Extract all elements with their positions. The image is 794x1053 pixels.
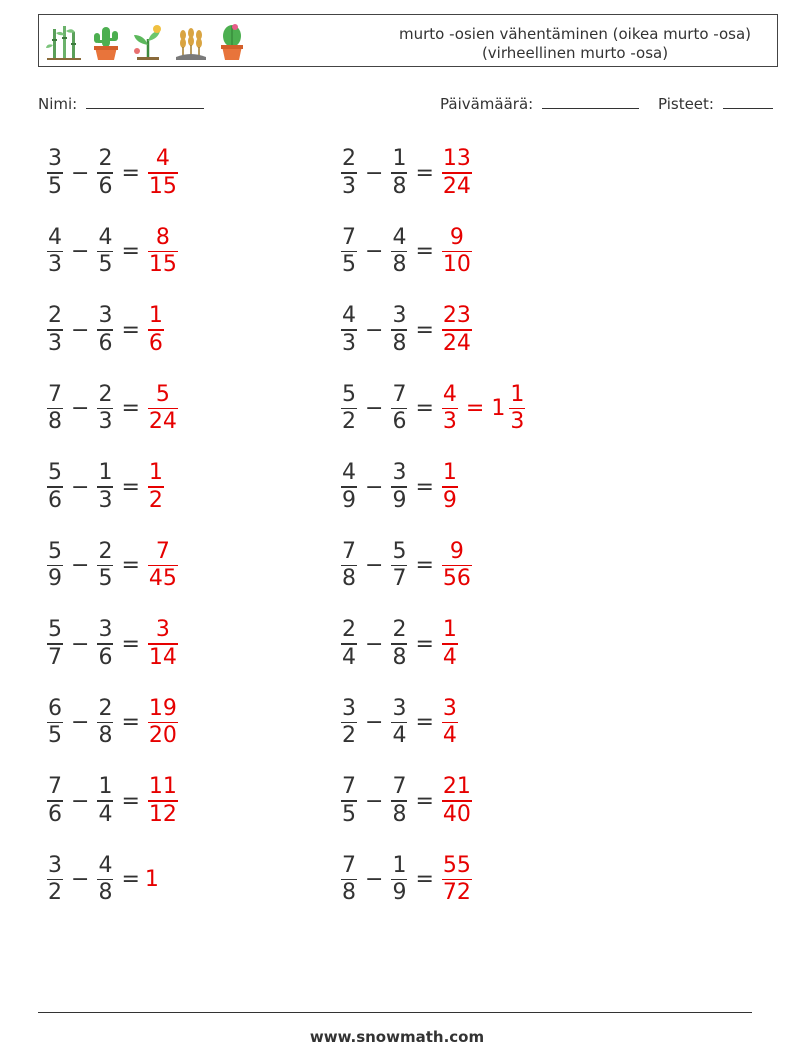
- minus-sign: −: [365, 867, 384, 892]
- denominator: 2: [342, 409, 356, 435]
- numerator: 9: [449, 538, 464, 564]
- minuend-fraction: [341, 853, 357, 907]
- numerator: 55: [442, 852, 471, 878]
- problem-item: [44, 379, 181, 439]
- denominator: 4: [392, 723, 407, 749]
- bamboo-icon: [45, 23, 83, 61]
- equals-sign: =: [415, 474, 434, 500]
- numerator: 19: [148, 695, 177, 721]
- denominator: 6: [48, 801, 62, 827]
- subtrahend-fraction: [97, 382, 113, 436]
- subtrahend-fraction: [97, 539, 113, 593]
- answer-mixed-whole: 1: [491, 396, 506, 421]
- date-blank: [542, 94, 639, 109]
- numerator: 5: [392, 538, 407, 564]
- denominator: 4: [442, 644, 457, 670]
- problem-item: [338, 379, 528, 439]
- minuend-fraction: [341, 382, 357, 436]
- denominator: 5: [98, 252, 113, 278]
- problem-item: [44, 693, 181, 753]
- minuend-fraction: [47, 774, 63, 828]
- denominator: 8: [392, 330, 407, 356]
- numerator: 1: [392, 146, 407, 172]
- numerator: 5: [48, 617, 62, 643]
- numerator: 5: [48, 460, 62, 486]
- problem-item: [44, 222, 181, 282]
- answer-fraction: [148, 460, 164, 514]
- equals-sign: =: [121, 474, 140, 500]
- denominator: 5: [48, 723, 62, 749]
- denominator: 9: [48, 566, 62, 592]
- minus-sign: −: [71, 631, 90, 657]
- numerator: 1: [392, 852, 407, 878]
- equals-sign: =: [121, 631, 140, 657]
- numerator: 4: [342, 460, 356, 486]
- answer-fraction: [442, 617, 458, 671]
- answer-fraction: [148, 303, 164, 357]
- score-field: [658, 94, 773, 113]
- minus-sign: −: [365, 396, 384, 421]
- subtrahend-fraction: [97, 617, 113, 671]
- numerator: 1: [98, 774, 113, 800]
- numerator: 3: [98, 617, 113, 643]
- answer-fraction: [148, 539, 178, 593]
- problem-item: [44, 536, 181, 596]
- numerator: 7: [342, 538, 356, 564]
- minus-sign: −: [365, 631, 384, 657]
- denominator: 8: [342, 566, 356, 592]
- answer-fraction: [442, 460, 458, 514]
- score-blank: [723, 94, 773, 109]
- denominator: 8: [392, 801, 407, 827]
- numerator: 3: [48, 146, 62, 172]
- cactus-pot-icon: [215, 23, 249, 61]
- equals-sign: =: [415, 788, 434, 814]
- denominator: 3: [442, 409, 457, 435]
- denominator: 8: [392, 644, 407, 670]
- numerator: 1: [442, 460, 457, 486]
- equals-sign: =: [415, 239, 434, 264]
- answer-fraction: [442, 853, 472, 907]
- numerator: 4: [442, 381, 457, 407]
- problem-item: [44, 614, 181, 674]
- worksheet-title: murto -osien vähentäminen (oikea murto -osa) (virheellinen murto -osa): [398, 25, 752, 62]
- denominator: 3: [342, 173, 356, 199]
- subtrahend-fraction: [97, 853, 113, 907]
- denominator: 4: [442, 723, 457, 749]
- numerator: 2: [98, 381, 113, 407]
- answer-fraction: [442, 696, 458, 750]
- equals-sign: =: [415, 710, 434, 735]
- numerator: 6: [48, 695, 62, 721]
- answer-fraction: [442, 539, 472, 593]
- equals-sign: =: [415, 396, 434, 421]
- numerator: 7: [392, 381, 407, 407]
- minuend-fraction: [47, 225, 63, 279]
- denominator: 6: [392, 409, 407, 435]
- minuend-fraction: [47, 539, 63, 593]
- denominator: 8: [48, 409, 62, 435]
- equals-sign: =: [121, 396, 140, 421]
- subtrahend-fraction: [391, 774, 407, 828]
- minus-sign: −: [365, 553, 384, 578]
- equals-sign: =: [121, 788, 140, 814]
- minus-sign: −: [365, 317, 384, 343]
- numerator: 8: [155, 224, 170, 250]
- denominator: 2: [48, 880, 62, 906]
- subtrahend-fraction: [97, 303, 113, 357]
- subtrahend-fraction: [97, 225, 113, 279]
- numerator: 9: [449, 224, 464, 250]
- denominator: 10: [442, 252, 471, 278]
- score-label: Pisteet:: [658, 95, 714, 113]
- numerator: 3: [392, 460, 407, 486]
- numerator: 21: [442, 774, 471, 800]
- denominator: 8: [392, 173, 407, 199]
- minus-sign: −: [365, 788, 384, 814]
- denominator: 3: [48, 252, 62, 278]
- denominator: 4: [98, 801, 113, 827]
- minus-sign: −: [71, 867, 90, 892]
- problem-item: [44, 143, 181, 203]
- equals-sign: =: [415, 631, 434, 657]
- subtrahend-fraction: [97, 146, 113, 200]
- problem-item: [338, 300, 475, 360]
- numerator: 4: [98, 852, 113, 878]
- cactus-pot-icon: [89, 23, 123, 61]
- denominator: 15: [148, 173, 177, 199]
- numerator: 7: [155, 538, 170, 564]
- numerator: 5: [342, 381, 356, 407]
- minus-sign: −: [71, 396, 90, 421]
- minuend-fraction: [341, 460, 357, 514]
- denominator: 7: [392, 566, 407, 592]
- numerator: 7: [48, 381, 62, 407]
- header-box: [38, 14, 778, 67]
- denominator: 8: [98, 723, 113, 749]
- denominator: 40: [442, 801, 471, 827]
- answer-mixed-fraction: [509, 382, 525, 436]
- minuend-fraction: [47, 303, 63, 357]
- denominator: 5: [342, 252, 356, 278]
- denominator: 3: [48, 330, 62, 356]
- numerator: 7: [342, 224, 356, 250]
- denominator: 9: [442, 487, 457, 513]
- subtrahend-fraction: [391, 303, 407, 357]
- minuend-fraction: [341, 774, 357, 828]
- minuend-fraction: [341, 303, 357, 357]
- numerator: 3: [442, 695, 457, 721]
- denominator: 5: [48, 173, 62, 199]
- minus-sign: −: [71, 553, 90, 578]
- date-field: [440, 94, 639, 113]
- numerator: 7: [48, 774, 62, 800]
- minuend-fraction: [47, 617, 63, 671]
- denominator: 6: [98, 173, 113, 199]
- numerator: 3: [392, 303, 407, 329]
- numerator: 2: [392, 617, 407, 643]
- denominator: 7: [48, 644, 62, 670]
- answer-fraction: [442, 225, 472, 279]
- subtrahend-fraction: [391, 696, 407, 750]
- numerator: 2: [342, 146, 356, 172]
- problem-item: [338, 222, 475, 282]
- subtrahend-fraction: [391, 853, 407, 907]
- denominator: 20: [148, 723, 177, 749]
- denominator: 45: [148, 566, 177, 592]
- denominator: 24: [148, 409, 177, 435]
- numerator: 3: [48, 852, 62, 878]
- denominator: 6: [48, 487, 62, 513]
- equals-sign: =: [465, 396, 485, 421]
- denominator: 3: [342, 330, 356, 356]
- minuend-fraction: [341, 146, 357, 200]
- numerator: 1: [442, 617, 457, 643]
- denominator: 24: [442, 330, 471, 356]
- numerator: 3: [155, 617, 170, 643]
- numerator: 1: [148, 460, 163, 486]
- problem-item: [338, 614, 461, 674]
- minus-sign: −: [71, 317, 90, 343]
- answer-fraction: [148, 382, 178, 436]
- equals-sign: =: [121, 553, 140, 578]
- problem-item: [44, 771, 181, 831]
- subtrahend-fraction: [391, 617, 407, 671]
- minuend-fraction: [341, 539, 357, 593]
- denominator: 14: [148, 644, 177, 670]
- minus-sign: −: [71, 788, 90, 814]
- denominator: 9: [342, 487, 356, 513]
- problem-item: [338, 536, 475, 596]
- numerator: 11: [148, 774, 177, 800]
- numerator: 5: [155, 381, 170, 407]
- denominator: 9: [392, 880, 407, 906]
- equals-sign: =: [415, 553, 434, 578]
- wheat-icon: [173, 23, 209, 61]
- denominator: 9: [392, 487, 407, 513]
- problem-item: [338, 457, 461, 517]
- subtrahend-fraction: [391, 382, 407, 436]
- equals-sign: =: [121, 867, 140, 892]
- denominator: 56: [442, 566, 471, 592]
- minuend-fraction: [341, 225, 357, 279]
- numerator: 4: [48, 224, 62, 250]
- subtrahend-fraction: [97, 774, 113, 828]
- minus-sign: −: [365, 239, 384, 264]
- minuend-fraction: [341, 696, 357, 750]
- denominator: 6: [148, 330, 163, 356]
- numerator: 2: [342, 617, 356, 643]
- date-label: Päivämäärä:: [440, 95, 534, 113]
- denominator: 3: [98, 409, 113, 435]
- equals-sign: =: [121, 239, 140, 264]
- equals-sign: =: [121, 317, 140, 343]
- denominator: 72: [442, 880, 471, 906]
- denominator: 6: [98, 644, 113, 670]
- numerator: 4: [98, 224, 113, 250]
- numerator: 4: [342, 303, 356, 329]
- answer-fraction: [442, 774, 472, 828]
- footer-divider: [38, 1012, 752, 1013]
- denominator: 3: [98, 487, 113, 513]
- denominator: 24: [442, 173, 471, 199]
- numerator: 2: [98, 695, 113, 721]
- answer-fraction: [148, 225, 178, 279]
- problem-item: [44, 300, 167, 360]
- sprout-icon: [129, 23, 167, 61]
- numerator: 2: [48, 303, 62, 329]
- problem-item: [338, 771, 475, 831]
- footer-website: www.snowmath.com: [309, 1028, 485, 1046]
- header-icons: [45, 21, 249, 63]
- denominator: 6: [98, 330, 113, 356]
- denominator: 5: [342, 801, 356, 827]
- answer-whole: 1: [144, 867, 159, 892]
- denominator: 5: [98, 566, 113, 592]
- problem-item: [44, 457, 167, 517]
- minuend-fraction: [47, 853, 63, 907]
- denominator: 12: [148, 801, 177, 827]
- name-blank: [86, 94, 204, 109]
- problem-item: [338, 850, 475, 910]
- subtrahend-fraction: [97, 460, 113, 514]
- subtrahend-fraction: [391, 460, 407, 514]
- problem-item: [338, 693, 461, 753]
- numerator: 23: [442, 303, 471, 329]
- numerator: 13: [442, 146, 471, 172]
- minuend-fraction: [341, 617, 357, 671]
- minuend-fraction: [47, 460, 63, 514]
- minus-sign: −: [71, 239, 90, 264]
- numerator: 7: [342, 852, 356, 878]
- denominator: 2: [148, 487, 163, 513]
- answer-fraction: [442, 303, 472, 357]
- minus-sign: −: [365, 160, 384, 186]
- minus-sign: −: [365, 710, 384, 735]
- minuend-fraction: [47, 146, 63, 200]
- equals-sign: =: [121, 710, 140, 735]
- denominator: 8: [342, 880, 356, 906]
- denominator: 3: [510, 409, 525, 435]
- denominator: 4: [342, 644, 356, 670]
- subtrahend-fraction: [391, 539, 407, 593]
- numerator: 7: [392, 774, 407, 800]
- minus-sign: −: [365, 474, 384, 500]
- name-field: [38, 94, 204, 113]
- minus-sign: −: [71, 160, 90, 186]
- problem-item: [338, 143, 475, 203]
- answer-fraction: [148, 617, 178, 671]
- answer-fraction: [442, 382, 458, 436]
- answer-fraction: [148, 774, 178, 828]
- denominator: 15: [148, 252, 177, 278]
- numerator: 2: [98, 146, 113, 172]
- equals-sign: =: [121, 160, 140, 186]
- answer-fraction: [442, 146, 472, 200]
- minus-sign: −: [71, 710, 90, 735]
- numerator: 3: [342, 695, 356, 721]
- denominator: 2: [342, 723, 356, 749]
- numerator: 4: [155, 146, 170, 172]
- problem-item: [44, 850, 159, 910]
- numerator: 1: [510, 381, 525, 407]
- numerator: 2: [98, 538, 113, 564]
- denominator: 8: [392, 252, 407, 278]
- numerator: 5: [48, 538, 62, 564]
- equals-sign: =: [415, 317, 434, 343]
- numerator: 4: [392, 224, 407, 250]
- minuend-fraction: [47, 382, 63, 436]
- numerator: 7: [342, 774, 356, 800]
- minus-sign: −: [71, 474, 90, 500]
- numerator: 3: [392, 695, 407, 721]
- numerator: 1: [98, 460, 113, 486]
- name-label: Nimi:: [38, 95, 78, 113]
- answer-fraction: [148, 696, 178, 750]
- subtrahend-fraction: [391, 146, 407, 200]
- answer-fraction: [148, 146, 178, 200]
- subtrahend-fraction: [391, 225, 407, 279]
- numerator: 1: [148, 303, 163, 329]
- minuend-fraction: [47, 696, 63, 750]
- subtrahend-fraction: [97, 696, 113, 750]
- equals-sign: =: [415, 867, 434, 892]
- numerator: 3: [98, 303, 113, 329]
- denominator: 8: [98, 880, 113, 906]
- equals-sign: =: [415, 160, 434, 186]
